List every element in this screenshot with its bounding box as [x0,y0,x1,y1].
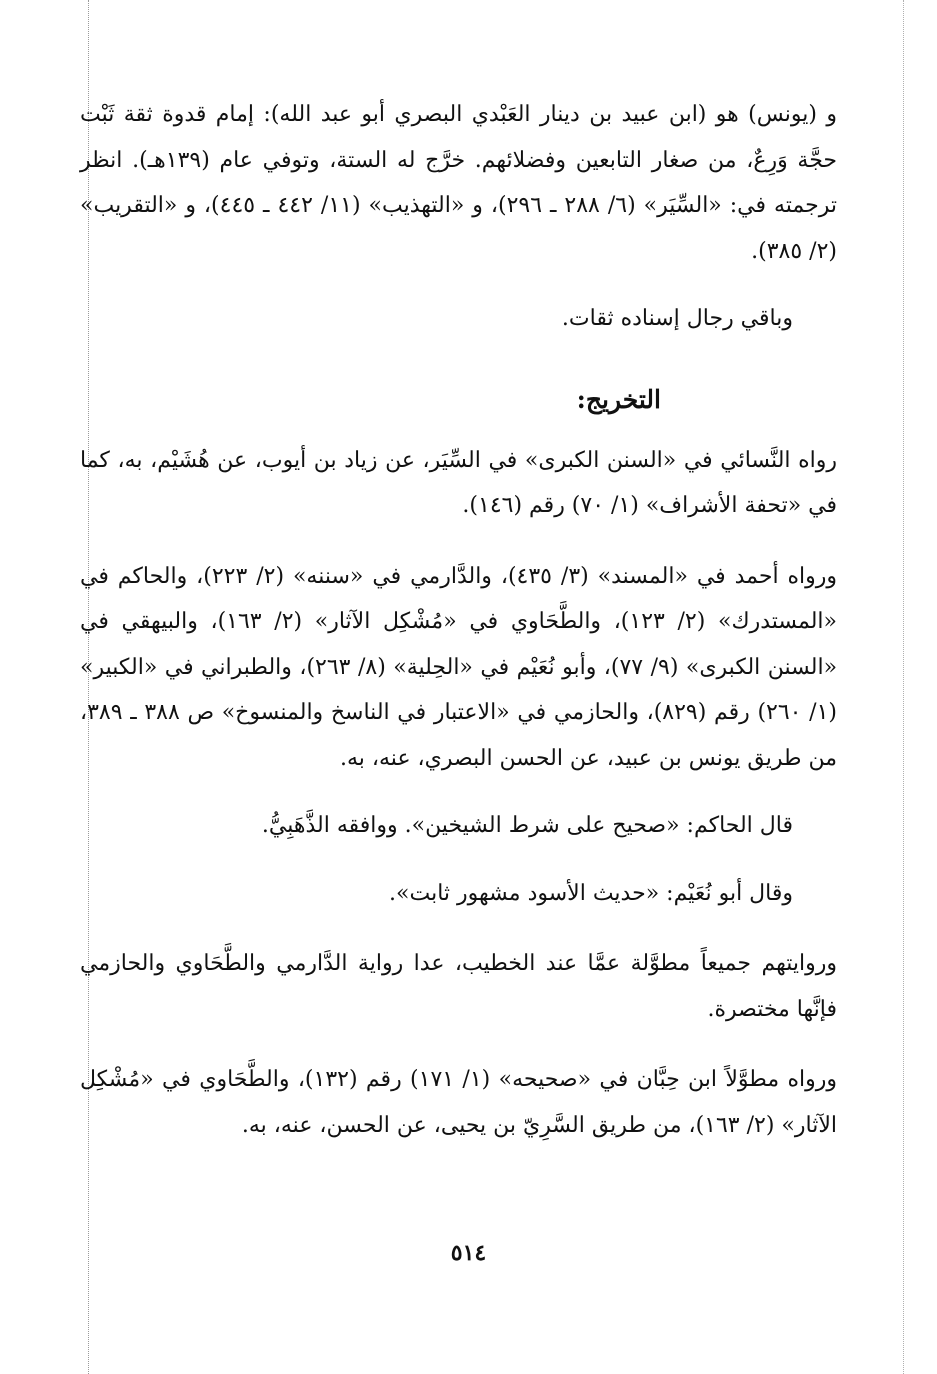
narrators-trustworthy-line: وباقي رجال إسناده ثقات. [561,306,793,331]
page-body [80,92,837,1148]
narrations-lengths-paragraph: وروايتهم جميعاً مطوَّلة عمَّا عند الخطيب، عدا رواية الدَّارمي والطَّحَاوي والحازمي فإنَّها مختصرة. [80,951,837,1022]
nasai-narration-paragraph: رواه النَّسائي في «السنن الكبرى» في السِّيَر، عن زياد بن أيوب، عن هُشَيْم، به، كما في «تحفة الأشراف» (١/ ٧٠) رقم (١٤٦). [80,447,837,518]
ibn-hibban-narration-paragraph: ورواه مطوَّلاً ابن حِبَّان في «صحيحه» (١/ ١٧١) رقم (١٣٢)، والطَّحَاوي في «مُشْكِل الآثار» (٢/ ١٦٣)، من طريق السَّرِيّ بن يحيى، عن الحسن، عنه، به. [80,1067,837,1138]
ahmad-narration-paragraph: ورواه أحمد في «المسند» (٣/ ٤٣٥)، والدَّارمي في «سننه» (٢/ ٢٢٣)، والحاكم في «المستدرك» (٢/ ١٢٣)، والطَّحَاوي في «مُشْكِل الآثار» (٢/ ١٦٣)، والبيهقي في «السنن الكبرى» (٩/ ٧٧)، وأبو نُعَيْم في «الحِلية» (٨/ ٢٦٣)، والطبراني في «الكبير» (١/ ٢٦٠) رقم (٨٢٩)، والحازمي في «الاعتبار في الناسخ والمنسوخ» ص ٣٨٨ ـ ٣٨٩، من طريق يونس بن عبيد، عن الحسن البصري، عنه، به. [80,563,838,771]
narrator-note-paragraph: و (يونس) هو (ابن عبيد بن دينار العَبْدي البصري أبو عبد الله): إمام قدوة ثقة ثَبْت حجَّة وَرِعٌ، من صغار التابعين وفضلائهم. خرَّج له الستة، وتوفي عام (١٣٩هـ). انظر ترجمته في: «السِّيَر» (٦/ ٢٨٨ ـ ٢٩٦)، و «التهذيب» (١١/ ٤٤٢ ـ ٤٤٥)، و «التقريب» (٢/ ٣٨٥). [80,102,837,264]
hakim-comment-line: قال الحاكم: «صحيح على شرط الشيخين». ووافقه الذَّهَبِيُّ. [261,813,793,838]
abu-nuaym-comment-line: وقال أبو نُعَيْم: «حديث الأسود مشهور ثابت». [389,880,793,906]
scan-margin-line-right [903,0,904,1374]
page-number: ٥١٤ [450,1240,487,1266]
section-heading-takhrij: التخريج: [576,384,661,414]
